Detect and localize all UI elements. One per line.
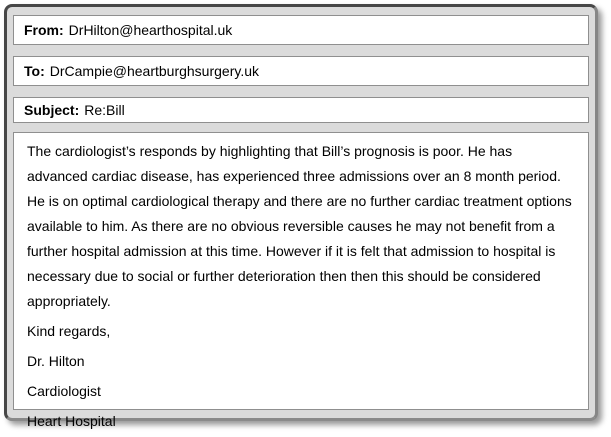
signoff-line: Cardiologist bbox=[27, 383, 101, 399]
to-field[interactable] bbox=[13, 56, 589, 86]
to-label: To: bbox=[24, 63, 45, 79]
to-value: DrCampie@heartburghsurgery.uk bbox=[49, 63, 259, 79]
email-window bbox=[4, 4, 598, 429]
subject-field[interactable] bbox=[13, 97, 589, 123]
subject-value: Re:Bill bbox=[84, 102, 125, 118]
signoff-line: Dr. Hilton bbox=[27, 353, 85, 369]
from-label: From: bbox=[24, 22, 64, 38]
signoff-line: Kind regards, bbox=[27, 323, 111, 339]
signoff-line: Heart Hospital bbox=[27, 413, 116, 429]
subject-label: Subject: bbox=[24, 102, 80, 118]
email-body-paragraph: The cardiologist’s responds by highlighting that Bill’s prognosis is poor. He has advanced cardiac disease, has experienced three admissions over an 8 month period. He is on optimal cardiological therapy and there are no further cardiac treatment options available to him. As there are no obvious reversible causes he may not benefit from a further hospital admission at this time. However if it is felt that admission to hospital is necessary due to social or further deterioration then then this should be considered appropriately. bbox=[27, 143, 572, 309]
from-field[interactable] bbox=[13, 15, 589, 45]
from-value: DrHilton@hearthospital.uk bbox=[68, 22, 233, 38]
email-body[interactable] bbox=[13, 132, 589, 429]
